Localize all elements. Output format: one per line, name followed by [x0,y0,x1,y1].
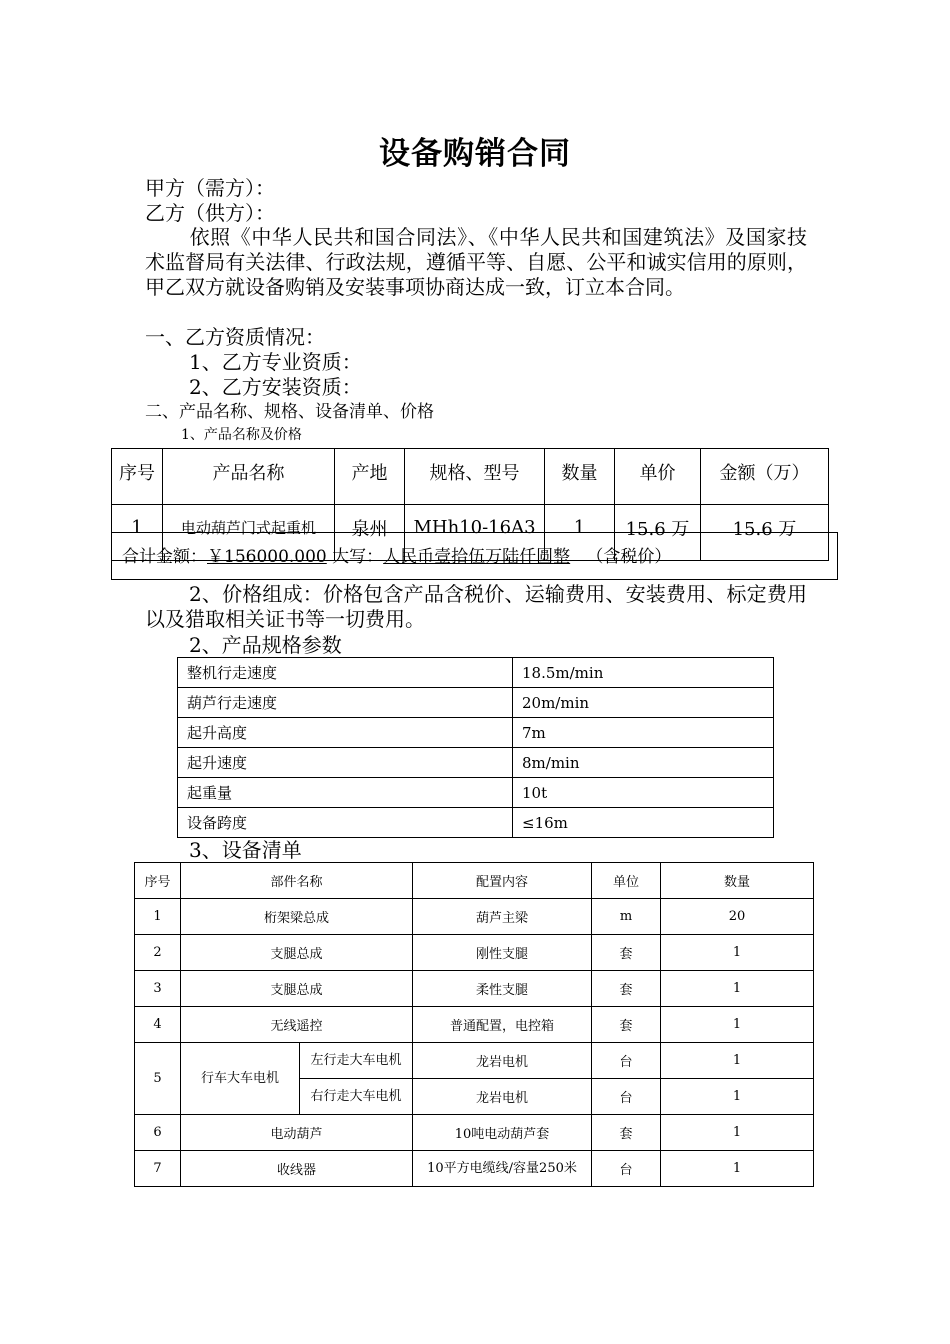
table-cell: 15.6 万 [615,505,701,561]
table-cell: 10吨电动葫芦套 [413,1115,592,1151]
spec-value: 8m/min [513,748,774,778]
table-header-cell: 配置内容 [413,863,592,899]
spec-value: 7m [513,718,774,748]
upper-label: 大写： [332,547,384,567]
section1-heading: 一、乙方资质情况： [145,325,325,349]
table-cell: 1 [661,1043,814,1079]
table-header-cell: 数量 [661,863,814,899]
table-cell: 龙岩电机 [413,1043,592,1079]
table-header-cell: 金额（万） [701,449,829,505]
table-cell: 套 [592,1007,661,1043]
table-cell: 支腿总成 [181,971,413,1007]
table-cell: 柔性支腿 [413,971,592,1007]
table-cell: 支腿总成 [181,935,413,971]
spec-value: 20m/min [513,688,774,718]
table-row [135,1115,814,1151]
section1-item: 2、乙方安装资质： [189,375,362,399]
table-cell: 1 [135,899,181,935]
table-row [135,1151,814,1187]
table-cell: 龙岩电机 [413,1079,592,1115]
table-row [135,899,814,935]
table-cell: 套 [592,935,661,971]
table-cell: 5 [135,1043,181,1115]
table-row [178,718,774,748]
table-cell: 6 [135,1115,181,1151]
table-row [178,808,774,838]
table-cell: 15.6 万 [701,505,829,561]
table-cell: 右行走大车电机 [300,1079,413,1115]
table-header-cell: 序号 [112,449,163,505]
table-header-cell: 规格、型号 [405,449,545,505]
table-cell: 1 [661,1115,814,1151]
table-cell-group: 行车大车电机 [181,1043,300,1115]
price-composition-text: 2、价格组成：价格包含产品含税价、运输费用、安装费用、标定费用以及猎取相关证书等一切费用。 [145,582,807,631]
table-row [178,688,774,718]
table-header-cell: 单价 [615,449,701,505]
party-b-label: 乙方（供方）： [145,201,275,225]
spec-name: 整机行走速度 [178,658,513,688]
table-cell: 葫芦主梁 [413,899,592,935]
spec-subheading: 2、产品规格参数 [189,633,342,657]
table-row [178,658,774,688]
table-cell: 1 [545,505,615,561]
table-cell: 泉州 [335,505,405,561]
spec-name: 起重量 [178,778,513,808]
table-row [178,748,774,778]
table-row [135,971,814,1007]
spec-name: 设备跨度 [178,808,513,838]
spec-value: ≤16m [513,808,774,838]
table-cell: 20 [661,899,814,935]
table-header-cell: 序号 [135,863,181,899]
table-cell: 套 [592,1115,661,1151]
table-cell: 4 [135,1007,181,1043]
table-cell: m [592,899,661,935]
table-cell: 套 [592,971,661,1007]
upper-amount: 人民币壹拾伍万陆仟圆整 [383,547,571,567]
table-cell: 左行走大车电机 [300,1043,413,1079]
table-cell: 台 [592,1079,661,1115]
table-cell: MHh10-16A3 [405,505,545,561]
table-cell: 无线遥控 [181,1007,413,1043]
table-header-cell: 产品名称 [163,449,335,505]
spec-name: 葫芦行走速度 [178,688,513,718]
table-cell: 2 [135,935,181,971]
section2-heading: 二、产品名称、规格、设备清单、价格 [145,402,434,422]
table-cell: 1 [661,1007,814,1043]
table-row [135,935,814,971]
table-cell: 电动葫芦门式起重机 [163,505,335,561]
table-header-row [112,449,829,505]
table-header-cell: 数量 [545,449,615,505]
table-row [178,778,774,808]
table-cell: 台 [592,1043,661,1079]
intro-text: 依照《中华人民共和国合同法》、《中华人民共和国建筑法》及国家技术监督局有关法律、行政法规，遵循平等、自愿、公平和诚实信用的原则，甲乙双方就设备购销及安装事项协商达成一致，订立本合同。 [145,225,807,299]
table-cell: 10平方电缆线/容量250米 [413,1151,592,1187]
total-label: 合计金额： [122,547,207,567]
table-cell: 7 [135,1151,181,1187]
table-cell: 3 [135,971,181,1007]
table-header-cell: 部件名称 [181,863,413,899]
equipment-table [134,862,814,1187]
table-cell: 1 [661,1151,814,1187]
table-cell: 刚性支腿 [413,935,592,971]
table-header-cell: 单位 [592,863,661,899]
price-composition-paragraph [145,582,807,632]
section1-item: 1、乙方专业资质： [189,350,362,374]
table-cell: 台 [592,1151,661,1187]
table-header-row [135,863,814,899]
table-row [135,1043,814,1079]
spec-name: 起升高度 [178,718,513,748]
table-cell: 1 [661,1079,814,1115]
intro-paragraph [145,225,807,300]
party-a-label: 甲方（需方）： [145,176,275,200]
total-amount: ￥156000.000 [207,547,327,567]
table-cell: 1 [112,505,163,561]
spec-value: 10t [513,778,774,808]
spec-value: 18.5m/min [513,658,774,688]
table-cell: 1 [661,935,814,971]
equipment-subheading: 3、设备清单 [189,838,302,862]
total-amount-box [111,532,838,580]
table-cell: 桁架梁总成 [181,899,413,935]
table-header-cell: 产地 [335,449,405,505]
table-row [135,1007,814,1043]
table-cell: 收线器 [181,1151,413,1187]
table-cell: 1 [661,971,814,1007]
document-title: 设备购销合同 [379,136,571,172]
product-price-subheading: 1、产品名称及价格 [181,427,302,443]
spec-table [177,657,774,838]
tax-note: （含税价） [586,547,672,567]
spec-name: 起升速度 [178,748,513,778]
table-cell: 普通配置，电控箱 [413,1007,592,1043]
table-cell: 电动葫芦 [181,1115,413,1151]
